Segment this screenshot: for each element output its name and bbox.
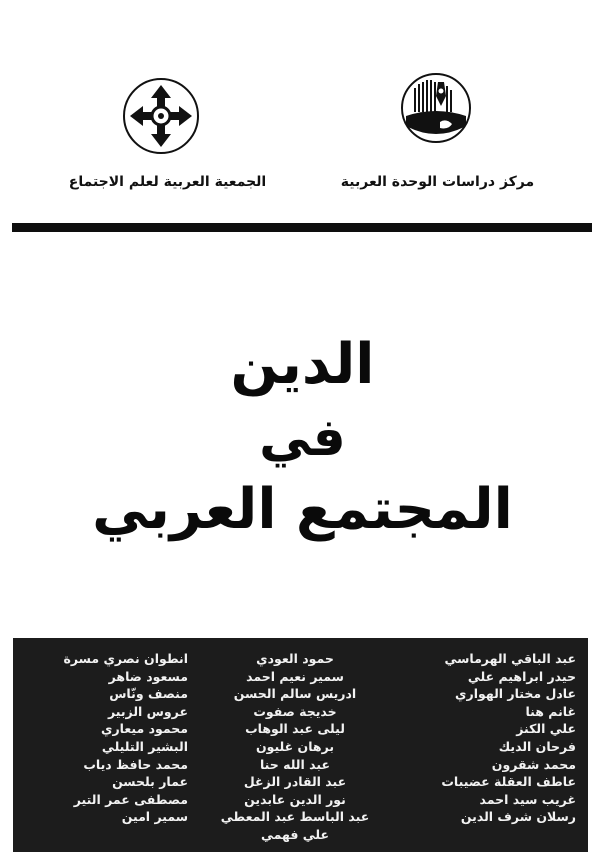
author-name: ليلى عبد الوهاب	[245, 721, 345, 737]
author-name: سمير نعيم احمد	[246, 668, 344, 684]
author-name: مسعود ضاهر	[108, 668, 188, 684]
author-name: سمير امين	[121, 809, 188, 825]
author-name: خديجة صفوت	[253, 703, 337, 719]
author-name: عمار بلحسن	[112, 774, 188, 790]
authors-right-column	[411, 650, 576, 826]
title-line-3: المجتمع العربي	[92, 477, 513, 542]
author-name: محمود ميعاري	[101, 721, 188, 737]
author-name: عادل مختار الهواري	[455, 686, 576, 702]
author-name: عبد الباقي الهرماسي	[444, 651, 576, 666]
header-divider	[12, 223, 592, 232]
author-name: محمد حافظ دياب	[83, 756, 188, 772]
author-name: علي فهمي	[260, 826, 330, 842]
author-name: حيدر ابراهيم علي	[467, 668, 576, 684]
author-name: غانم هنا	[525, 703, 576, 719]
author-name: رسلان شرف الدين	[460, 809, 576, 825]
author-name: فرحان الديك	[498, 738, 576, 754]
author-name: برهان غليون	[255, 738, 335, 754]
author-name: علي الكنز	[516, 721, 576, 737]
authors-middle-column	[220, 650, 370, 844]
authors-panel	[13, 638, 588, 852]
author-name: نور الدين عابدين	[244, 791, 346, 807]
author-name: عبد الباسط عبد المعطي	[220, 809, 370, 825]
globe-emblem-icon	[400, 72, 472, 144]
authors-left-column	[33, 650, 188, 826]
title-line-1: الدين	[230, 332, 375, 397]
author-name: غريب سيد احمد	[479, 791, 576, 807]
author-name: عبد القادر الزغل	[243, 774, 347, 790]
author-name: مصطفى عمر التير	[73, 791, 188, 807]
author-name: محمد شقرون	[491, 756, 576, 772]
author-name: حمود العودي	[256, 651, 334, 666]
author-name: البشير التليلي	[101, 738, 188, 754]
author-name: عروس الزبير	[107, 703, 188, 719]
author-name: انطوان نصري مسرة	[63, 651, 188, 666]
author-name: منصف ونّاس	[109, 686, 188, 702]
author-name: عبد الله حنا	[259, 756, 331, 772]
author-name: عاطف العقلة عضيبات	[441, 774, 576, 790]
author-name: ادريس سالم الحسن	[233, 686, 357, 702]
title-line-2: في	[259, 408, 346, 468]
right-organization-name: مركز دراسات الوحدة العربية	[340, 174, 535, 190]
four-arrows-emblem-icon	[122, 77, 200, 155]
left-organization-name: الجمعية العربية لعلم الاجتماع	[68, 174, 267, 190]
